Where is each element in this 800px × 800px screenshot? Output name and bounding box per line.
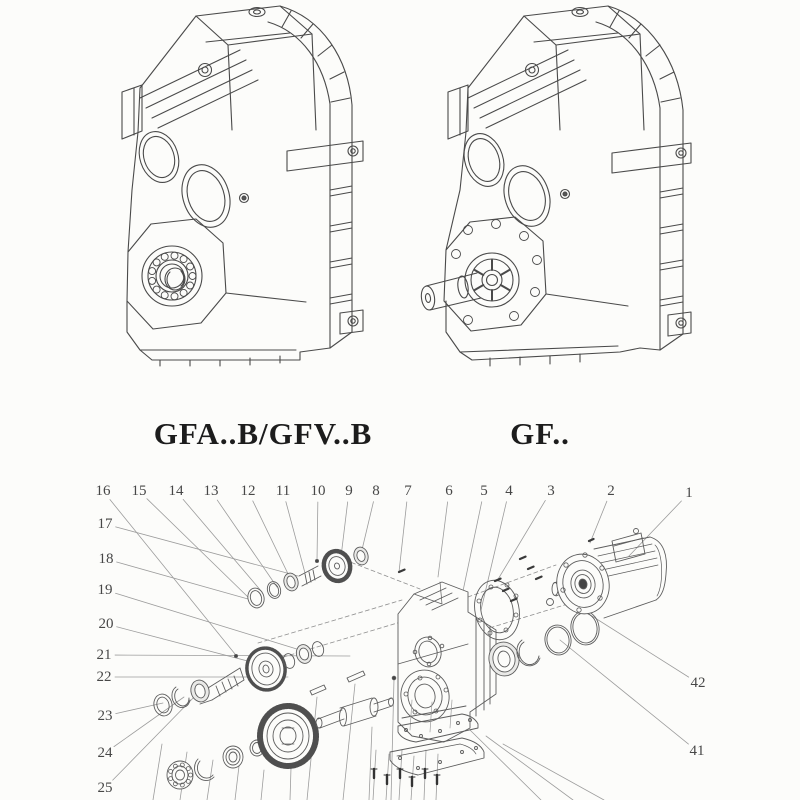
callout-number-23: 23 — [97, 708, 113, 724]
callout-number-5: 5 — [480, 483, 488, 499]
leader-line-42 — [584, 611, 689, 677]
callout-number-6: 6 — [445, 483, 453, 499]
callout-number-13: 13 — [203, 483, 219, 499]
callout-number-41: 41 — [689, 743, 705, 759]
callout-number-25: 25 — [97, 780, 113, 796]
leader-line-12 — [253, 501, 291, 580]
callout-number-22: 22 — [96, 669, 112, 685]
left-gearbox-drawing — [122, 6, 363, 366]
leader-line-24 — [114, 697, 184, 747]
callout-number-19: 19 — [97, 582, 113, 598]
callout-number-4: 4 — [505, 483, 513, 499]
leader-line-21 — [115, 655, 350, 656]
callout-number-10: 10 — [310, 483, 326, 499]
callout-number-2: 2 — [607, 483, 615, 499]
callout-number-12: 12 — [240, 483, 256, 499]
right-model-label: GF.. — [510, 416, 570, 451]
leader-line-11 — [286, 502, 305, 573]
leader-line-20 — [117, 627, 263, 665]
callout-number-8: 8 — [372, 483, 380, 499]
leader-line-4 — [481, 502, 506, 610]
cut-leader-lines — [153, 679, 604, 800]
right-gearbox-drawing — [420, 6, 691, 366]
leader-line-16 — [110, 500, 235, 654]
left-model-label: GFA..B/GFV..B — [153, 416, 373, 451]
leader-line-2 — [590, 501, 607, 543]
callout-number-3: 3 — [547, 483, 555, 499]
callout-number-42: 42 — [690, 675, 706, 691]
leader-line-23 — [116, 703, 163, 714]
output-bearing-and-rings — [486, 609, 601, 679]
callout-number-14: 14 — [168, 483, 184, 499]
leader-line-19 — [116, 593, 300, 650]
callout-number-9: 9 — [345, 483, 353, 499]
leader-line-18 — [117, 562, 248, 599]
leader-line-17 — [116, 527, 298, 576]
callout-number-11: 11 — [275, 483, 291, 499]
leader-line-7 — [399, 502, 407, 572]
callout-number-20: 20 — [98, 616, 114, 632]
callout-number-7: 7 — [404, 483, 412, 499]
leader-line-8 — [361, 502, 373, 554]
motor-assembly — [551, 529, 666, 619]
flange-bolt-holes — [452, 220, 542, 325]
leader-line-10 — [317, 502, 318, 561]
leader-line-6 — [438, 502, 448, 577]
bearing-spokes — [475, 260, 510, 300]
exploded-view-diagram — [110, 499, 689, 800]
callout-number-24: 24 — [97, 745, 113, 761]
hanger-hole — [199, 64, 212, 77]
leader-line-41 — [560, 640, 688, 744]
leader-line-5 — [463, 502, 482, 591]
input-pinion-parts — [246, 545, 370, 609]
callout-number-17: 17 — [97, 516, 113, 532]
output-shaft — [420, 273, 481, 311]
callout-number-15: 15 — [131, 483, 147, 499]
callout-number-21: 21 — [96, 647, 112, 663]
callout-number-18: 18 — [98, 551, 114, 567]
callout-number-1: 1 — [685, 485, 693, 501]
callout-number-16: 16 — [95, 483, 111, 499]
